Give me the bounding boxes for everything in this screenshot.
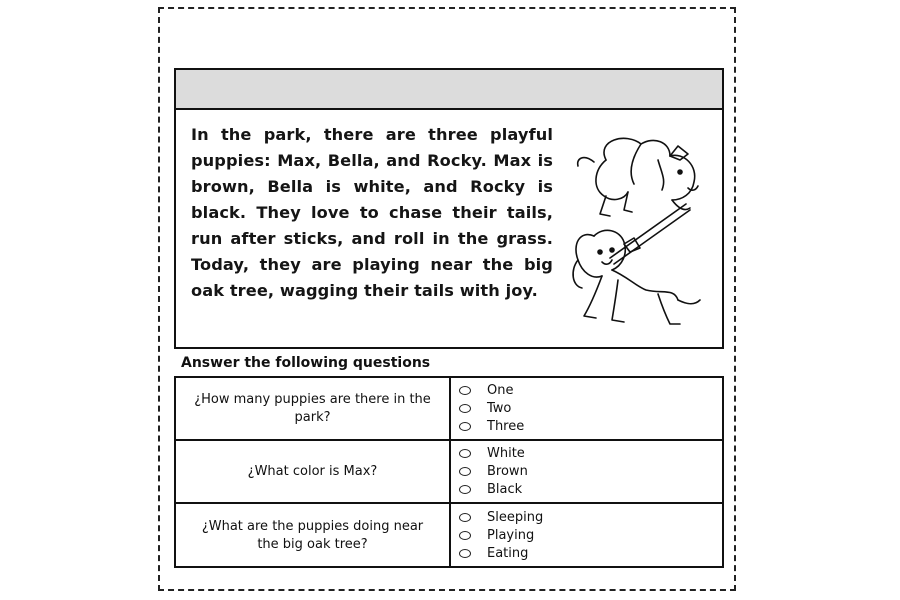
answer-options (451, 378, 722, 439)
answer-option-white[interactable] (459, 445, 722, 463)
option-label: Two (487, 401, 512, 416)
option-label: One (487, 383, 514, 398)
story-text: In the park, there are three playful puppies: Max, Bella, and Rocky. Max is brown, Bella is white, and Rocky is black. They love to chase their tails, run after sticks, and roll in the grass. Today, they are playing near the big oak tree, wagging their tails with joy. (191, 125, 553, 300)
instructions-heading: Answer the following questions (181, 355, 431, 371)
radio-circle-icon[interactable] (459, 485, 471, 494)
option-label: Sleeping (487, 510, 544, 525)
radio-circle-icon[interactable] (459, 513, 471, 522)
radio-circle-icon[interactable] (459, 467, 471, 476)
question-row-3 (176, 504, 722, 567)
option-label: Brown (487, 464, 528, 479)
option-label: Playing (487, 528, 535, 543)
answer-option-brown[interactable] (459, 463, 722, 481)
title-bar (176, 70, 722, 110)
question-row-1 (176, 378, 722, 441)
option-label: Eating (487, 546, 529, 561)
answer-option-two[interactable] (459, 400, 722, 418)
answer-options (451, 441, 722, 502)
radio-circle-icon[interactable] (459, 531, 471, 540)
puppies-illustration (566, 130, 716, 340)
option-label: Black (487, 482, 523, 497)
question-text: ¿How many puppies are there in the park? (176, 378, 451, 439)
radio-circle-icon[interactable] (459, 449, 471, 458)
answer-option-three[interactable] (459, 418, 722, 436)
question-text: ¿What color is Max? (176, 441, 451, 502)
radio-circle-icon[interactable] (459, 422, 471, 431)
option-label: Three (487, 419, 525, 434)
question-text: ¿What are the puppies doing near the big oak tree? (176, 504, 451, 567)
answer-option-one[interactable] (459, 382, 722, 400)
answer-option-sleeping[interactable] (459, 509, 722, 527)
answer-option-playing[interactable] (459, 527, 722, 545)
questions-table (174, 376, 724, 568)
option-label: White (487, 446, 525, 461)
answer-options (451, 504, 722, 567)
radio-circle-icon[interactable] (459, 386, 471, 395)
answer-option-black[interactable] (459, 481, 722, 499)
story-box (174, 68, 724, 349)
answer-option-eating[interactable] (459, 545, 722, 563)
radio-circle-icon[interactable] (459, 549, 471, 558)
radio-circle-icon[interactable] (459, 404, 471, 413)
question-row-2 (176, 441, 722, 504)
